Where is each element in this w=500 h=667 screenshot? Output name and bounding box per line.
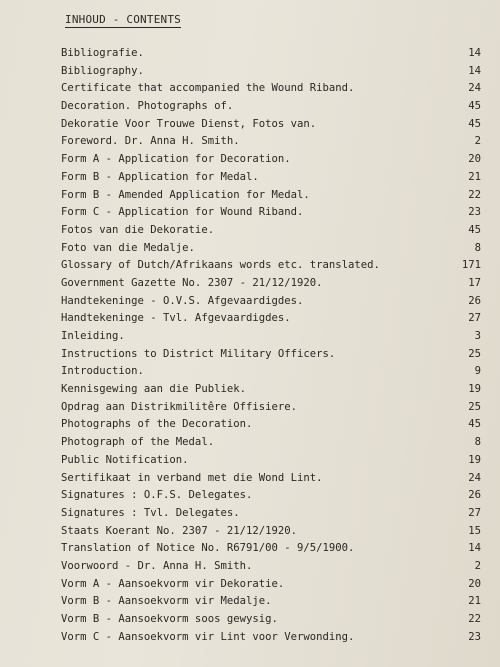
toc-entry [61, 434, 481, 452]
toc-entry [61, 187, 481, 205]
toc-entry [61, 487, 481, 505]
toc-entry-page-number: 26 [468, 294, 481, 307]
toc-entry-page-number: 45 [468, 100, 481, 113]
toc-entry [61, 346, 481, 364]
toc-entry [61, 363, 481, 381]
toc-entry [61, 98, 481, 116]
toc-entry-title: Vorm B - Aansoekvorm vir Medalje. [61, 595, 272, 608]
toc-entry-title: Instructions to District Military Officers. [61, 347, 336, 360]
toc-entry-title: Bibliography. [61, 64, 144, 77]
toc-entry-page-number: 19 [468, 383, 481, 396]
toc-entry-title: Kennisgewing aan die Publiek. [61, 383, 246, 396]
toc-entry-title: Dekoratie Voor Trouwe Dienst, Fotos van. [61, 117, 317, 130]
toc-entry-title: Government Gazette No. 2307 - 21/12/1920. [61, 276, 323, 289]
toc-entry-title: Photograph of the Medal. [61, 436, 215, 449]
toc-entry [61, 576, 481, 594]
toc-entry-page-number: 14 [468, 47, 481, 59]
toc-entry-page-number: 2 [474, 135, 481, 148]
toc-entry [61, 505, 481, 523]
toc-entry-title: Fotos van die Dekoratie. [61, 223, 215, 236]
toc-entry-page-number: 27 [468, 506, 481, 519]
toc-entry-title: Certificate that accompanied the Wound Riband. [61, 82, 355, 95]
toc-entry-page-number: 24 [468, 82, 481, 95]
toc-entry-page-number: 45 [468, 117, 481, 130]
toc-entry-title: Introduction. [61, 365, 144, 378]
toc-entry-page-number: 20 [468, 153, 481, 166]
toc-entry-page-number: 22 [468, 188, 481, 201]
toc-entry-page-number: 14 [468, 542, 481, 555]
toc-entry-title: Form C - Application for Wound Riband. [61, 206, 304, 219]
toc-entry-title: Form B - Amended Application for Medal. [61, 188, 310, 201]
toc-entry [61, 80, 481, 98]
toc-entry-page-number: 14 [468, 64, 481, 77]
toc-entry-title: Vorm C - Aansoekvorm vir Lint voor Verwonding. [61, 630, 355, 643]
toc-entry-title: Handtekeninge - O.V.S. Afgevaardigdes. [61, 294, 304, 307]
toc-entry [61, 470, 481, 488]
toc-entry [61, 133, 481, 151]
toc-entry-title: Signatures : O.F.S. Delegates. [61, 489, 253, 502]
toc-entry-title: Translation of Notice No. R6791/00 - 9/5/1900. [61, 542, 355, 555]
toc-entry-title: Voorwoord - Dr. Anna H. Smith. [61, 559, 253, 572]
toc-entry [61, 257, 481, 275]
toc-entry-page-number: 45 [468, 223, 481, 236]
toc-entry-title: Vorm B - Aansoekvorm soos gewysig. [61, 613, 278, 625]
toc-entry-page-number: 3 [474, 330, 481, 342]
toc-entry-page-number: 22 [468, 613, 481, 625]
toc-entry [61, 452, 481, 470]
toc-entry-title: Public Notification. [61, 453, 189, 466]
toc-entry-page-number: 21 [468, 595, 481, 608]
toc-entry [61, 558, 481, 576]
toc-entry [61, 222, 481, 240]
toc-entry-page-number: 8 [474, 241, 481, 254]
toc-entry [61, 275, 481, 293]
toc-entry [61, 381, 481, 399]
toc-entry [61, 611, 481, 629]
toc-entry [61, 169, 481, 187]
toc-entry [61, 593, 481, 611]
toc-entry [61, 116, 481, 134]
toc-entry-title: Handtekeninge - Tvl. Afgevaardigdes. [61, 312, 291, 325]
toc-entry [61, 399, 481, 417]
toc-entry-page-number: 8 [474, 436, 481, 449]
toc-entry-page-number: 17 [468, 276, 481, 289]
toc-entry [61, 328, 481, 346]
toc-entry-page-number: 26 [468, 489, 481, 502]
toc-entry-page-number: 23 [468, 630, 481, 643]
toc-entry-page-number: 25 [468, 347, 481, 360]
toc-entry [61, 45, 481, 63]
toc-entry-page-number: 15 [468, 524, 481, 537]
toc-entry-title: Glossary of Dutch/Afrikaans words etc. translated. [61, 259, 380, 272]
toc-entry [61, 63, 481, 81]
toc-entry-page-number: 20 [468, 577, 481, 590]
toc-entry-page-number: 2 [474, 559, 481, 572]
toc-entry-page-number: 9 [474, 365, 481, 378]
toc-entry-title: Bibliografie. [61, 47, 144, 59]
toc-entry-page-number: 23 [468, 206, 481, 219]
page-heading: INHOUD - CONTENTS [65, 13, 181, 26]
toc-entry [61, 629, 481, 647]
toc-entry-title: Inleiding. [61, 330, 125, 342]
toc-entry-title: Foto van die Medalje. [61, 241, 195, 254]
toc-entry-title: Opdrag aan Distrikmilitêre Offisiere. [61, 400, 297, 413]
toc-entry [61, 416, 481, 434]
toc-entry-title: Signatures : Tvl. Delegates. [61, 506, 240, 519]
toc-entry-page-number: 171 [461, 259, 481, 272]
toc-entry-title: Foreword. Dr. Anna H. Smith. [61, 135, 240, 148]
toc-entry [61, 310, 481, 328]
toc-entry [61, 240, 481, 258]
toc-entry [61, 204, 481, 222]
table-of-contents [61, 45, 481, 646]
toc-entry-page-number: 21 [468, 170, 481, 183]
toc-entry-page-number: 24 [468, 471, 481, 484]
toc-entry [61, 540, 481, 558]
toc-entry-title: Vorm A - Aansoekvorm vir Dekoratie. [61, 577, 285, 590]
toc-entry-page-number: 25 [468, 400, 481, 413]
toc-entry-page-number: 45 [468, 418, 481, 431]
toc-entry-title: Sertifikaat in verband met die Wond Lint. [61, 471, 323, 484]
toc-entry-page-number: 19 [468, 453, 481, 466]
toc-entry [61, 523, 481, 541]
toc-entry [61, 151, 481, 169]
toc-entry-title: Staats Koerant No. 2307 - 21/12/1920. [61, 524, 297, 537]
toc-entry [61, 293, 481, 311]
toc-entry-page-number: 27 [468, 312, 481, 325]
toc-entry-title: Form A - Application for Decoration. [61, 153, 291, 166]
toc-entry-title: Form B - Application for Medal. [61, 170, 259, 183]
toc-entry-title: Photographs of the Decoration. [61, 418, 253, 431]
toc-entry-title: Decoration. Photographs of. [61, 100, 234, 113]
